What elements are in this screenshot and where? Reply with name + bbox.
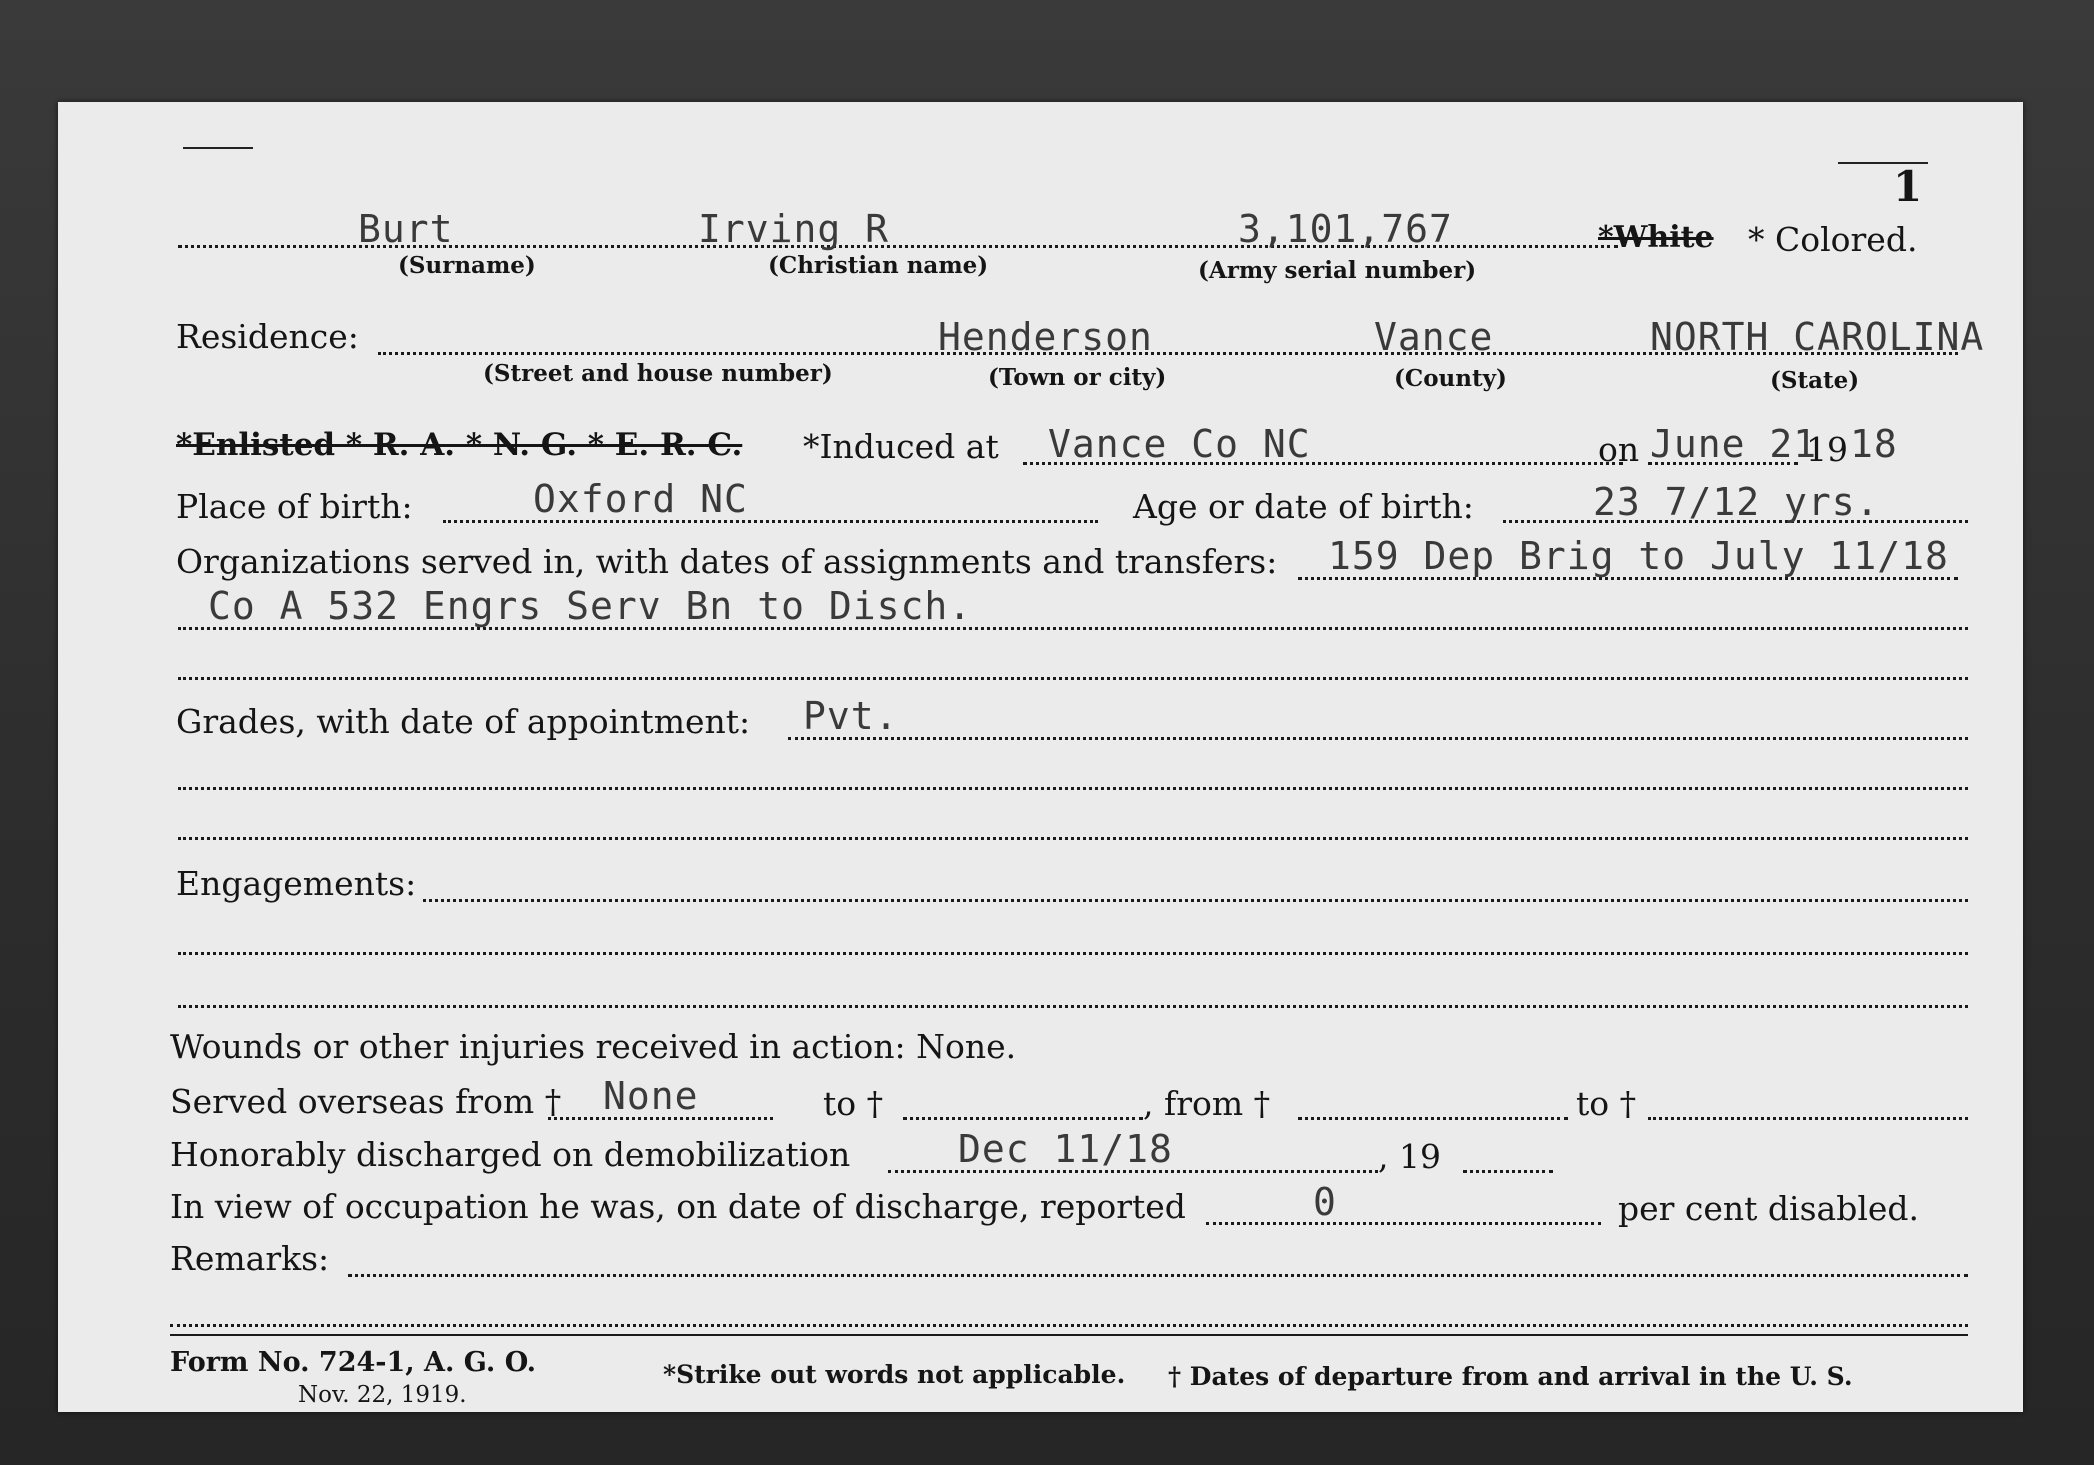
race-colored: * Colored. xyxy=(1748,220,1918,259)
remarks-line-1 xyxy=(348,1274,1968,1277)
wounds-label: Wounds or other injuries received in action: None. xyxy=(170,1027,1017,1066)
engagements-line-2 xyxy=(178,952,1968,955)
caption-surname: (Surname) xyxy=(398,252,536,279)
organizations-value-2: Co A 532 Engrs Serv Bn to Disch. xyxy=(208,584,973,628)
year-suffix: 18 xyxy=(1850,422,1898,466)
age-label: Age or date of birth: xyxy=(1133,487,1474,526)
caption-county: (County) xyxy=(1394,365,1507,392)
overseas-value: None xyxy=(603,1074,699,1118)
overseas-to-label-2: to † xyxy=(1576,1084,1637,1123)
engagements-line-3 xyxy=(178,1005,1968,1008)
occupation-label: In view of occupation he was, on date of discharge, reported xyxy=(170,1187,1186,1226)
remarks-line-2 xyxy=(170,1324,1968,1327)
overseas-to-line xyxy=(903,1117,1143,1120)
disabled-line xyxy=(1206,1222,1601,1225)
surname-value: Burt xyxy=(358,207,454,251)
grade-value: Pvt. xyxy=(803,694,899,738)
service-record-card xyxy=(58,102,2023,1412)
on-label: on xyxy=(1598,430,1640,469)
caption-christian-name: (Christian name) xyxy=(768,252,989,279)
inducted-label: *Induced at xyxy=(803,427,999,466)
grades-line-2 xyxy=(178,787,1968,790)
grades-line-3 xyxy=(178,837,1968,840)
residence-label: Residence: xyxy=(176,317,359,356)
overseas-to-line-2 xyxy=(1648,1117,1968,1120)
age-value: 23 7/12 yrs. xyxy=(1593,480,1880,524)
top-left-dash xyxy=(183,147,253,149)
overseas-from-line-2 xyxy=(1298,1117,1568,1120)
induction-date-value: June 21 xyxy=(1650,422,1818,466)
page-number: 1 xyxy=(1893,162,1923,211)
discharged-label: Honorably discharged on demobilization xyxy=(170,1135,851,1174)
overseas-from-label-2: , from † xyxy=(1143,1084,1271,1123)
state-value: NORTH CAROLINA xyxy=(1650,315,1985,359)
serial-number-value: 3,101,767 xyxy=(1238,207,1453,251)
grades-line-1 xyxy=(788,737,1968,740)
birth-place-label: Place of birth: xyxy=(176,487,413,526)
christian-name-value: Irving R xyxy=(698,207,890,251)
organizations-label: Organizations served in, with dates of assignments and transfers: xyxy=(176,542,1278,581)
birth-place-value: Oxford NC xyxy=(533,477,748,521)
remarks-label: Remarks: xyxy=(170,1239,330,1278)
caption-serial-number: (Army serial number) xyxy=(1198,257,1477,284)
footnote-strike-out: *Strike out words not applicable. xyxy=(663,1360,1126,1389)
caption-street: (Street and house number) xyxy=(483,360,833,387)
discharge-year-label: , 19 xyxy=(1378,1137,1441,1176)
engagements-line-1 xyxy=(423,899,1968,902)
county-value: Vance xyxy=(1374,315,1494,359)
enlisted-struck: *Enlisted * R. A. * N. G. * E. R. C. xyxy=(176,427,743,463)
grades-label: Grades, with date of appointment: xyxy=(176,702,751,741)
footer-rule xyxy=(170,1334,1968,1336)
organizations-line-3 xyxy=(178,677,1968,680)
town-value: Henderson xyxy=(938,315,1153,359)
caption-state: (State) xyxy=(1770,367,1860,394)
discharge-year-line xyxy=(1463,1170,1553,1173)
overseas-label: Served overseas from † xyxy=(170,1082,562,1121)
race-white-struck: *White xyxy=(1598,220,1714,255)
discharge-date-value: Dec 11/18 xyxy=(958,1127,1173,1171)
footnote-dates: † Dates of departure from and arrival in the U. S. xyxy=(1168,1362,1853,1391)
organizations-value-1: 159 Dep Brig to July 11/18 xyxy=(1328,534,1949,578)
form-date: Nov. 22, 1919. xyxy=(298,1382,467,1408)
inducted-at-value: Vance Co NC xyxy=(1048,422,1311,466)
year-prefix: 19 xyxy=(1806,430,1848,469)
disabled-value: 0 xyxy=(1313,1180,1337,1224)
overseas-to-label: to † xyxy=(823,1084,884,1123)
engagements-label: Engagements: xyxy=(176,864,417,903)
caption-town: (Town or city) xyxy=(988,364,1167,391)
form-number: Form No. 724-1, A. G. O. xyxy=(170,1347,537,1378)
disabled-suffix: per cent disabled. xyxy=(1618,1189,1920,1228)
